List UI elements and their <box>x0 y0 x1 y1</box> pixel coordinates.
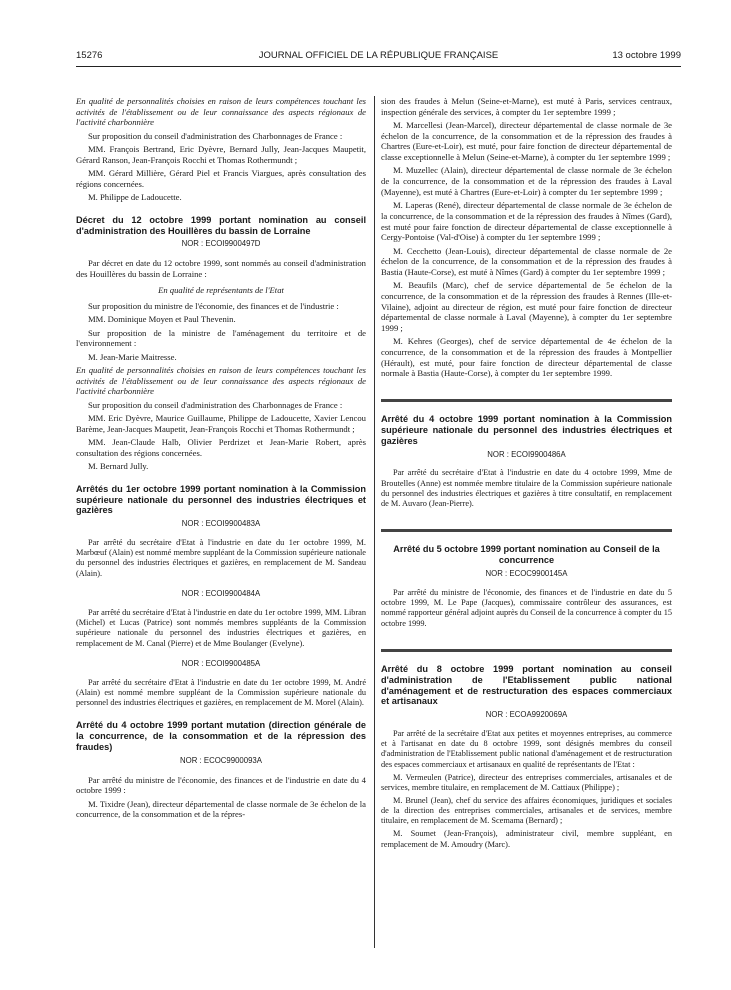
section-subheading: En qualité de représentants de l'Etat <box>158 285 284 296</box>
page-header <box>76 50 681 64</box>
paragraph: Sur proposition de la ministre de l'aménagement du territoire et de l'environnement : <box>76 327 366 349</box>
journal-title: JOURNAL OFFICIEL DE LA RÉPUBLIQUE FRANÇAISE <box>258 50 499 61</box>
paragraph: sion des fraudes à Melun (Seine-et-Marne), est muté à Paris, services centraux, inspection générale des services, à compter du 1er septembre 1999 ; <box>381 96 672 117</box>
paragraph: En qualité de personnalités choisies en raison de leurs compétences touchant les activités de l'établissement ou de leur connaissance des aspects régionaux de l'activité charbonnière <box>76 96 366 128</box>
paragraph: MM. Jean-Claude Halb, Olivier Perdrizet et Jean-Marie Robert, après consultation des régions concernées. <box>76 437 366 458</box>
article-title: Arrêtés du 1er octobre 1999 portant nomination à la Commission supérieure nationale du personnel des industries électriques et gazières <box>76 483 366 516</box>
paragraph: M. Brunel (Jean), chef du service des affaires économiques, juridiques et sociales de la direction des entreprises commerciales, artisanales et de services, membre titulaire, en remplacement de M. Scemama (Bernard) ; <box>381 795 672 826</box>
left-column <box>76 96 366 823</box>
issue-date: 13 octobre 1999 <box>612 50 681 61</box>
paragraph: M. Jean-Marie Maitresse. <box>88 351 177 362</box>
nor-reference: NOR : ECOA9920069A <box>485 710 568 720</box>
header-rule <box>76 66 681 67</box>
paragraph: Par décret en date du 12 octobre 1999, sont nommés au conseil d'administration des Houillères du bassin de Lorraine : <box>76 258 366 279</box>
section-rule <box>381 529 672 532</box>
paragraph: MM. Gérard Millière, Gérard Piel et Francis Viargues, après consultation des régions concernées. <box>76 168 366 189</box>
article-title: Arrêté du 8 octobre 1999 portant nomination au conseil d'administration de l'Etablissement public national d'aménagement et de restructuration des espaces commerciaux et artisanaux <box>381 663 672 707</box>
article-title: Décret du 12 octobre 1999 portant nomination au conseil d'administration des Houillères du bassin de Lorraine <box>76 214 366 236</box>
paragraph: Par arrêté du secrétaire d'Etat à l'industrie en date du 4 octobre 1999, Mme de Broutelles (Anne) est nommée membre titulaire de la Commission supérieure nationale du personnel des industries électriques et gazières à titre consultatif, en remplacement de M. Auvaro (Jean-Pierre). <box>381 468 672 509</box>
right-column <box>381 96 672 852</box>
paragraph: M. Tixidre (Jean), directeur départemental de classe normale de 3e échelon de la concurrence, de la consommation et de la répres- <box>76 798 366 820</box>
nor-reference: NOR : ECOI9900485A <box>181 658 261 668</box>
paragraph: Par arrêté du ministre de l'économie, des finances et de l'industrie en date du 5 octobre 1999, M. Le Pape (Jacques), commissaire contrôleur des assurances, est nommé rapporteur général adjoint auprès du Conseil de la concurrence à compter du 15 octobre 1999. <box>381 587 672 628</box>
nor-reference: NOR : ECOC9900093A <box>180 755 262 765</box>
column-divider <box>374 96 375 948</box>
paragraph: MM. François Bertrand, Eric Dyèvre, Bernard Jully, Jean-Jacques Maupetit, Gérard Ranson, Jean-François Rocchi et Thomas Rothermundt ; <box>76 144 366 165</box>
paragraph: Sur proposition du conseil d'administration des Charbonnages de France : <box>88 399 343 410</box>
paragraph: M. Bernard Jully. <box>88 461 149 471</box>
paragraph: Par arrêté du ministre de l'économie, des finances et de l'industrie en date du 4 octobre 1999 : <box>76 774 366 796</box>
paragraph: Sur proposition du conseil d'administration des Charbonnages de France : <box>88 130 343 141</box>
paragraph: MM. Dominique Moyen et Paul Thevenin. <box>88 314 236 325</box>
paragraph: M. Laperas (René), directeur départemental de classe normale de 3e échelon de la concurrence, de la consommation et de la répression des fraudes à Nîmes (Gard), est muté pour faire fonction de directeur départemental de classe exceptionnelle à Cergy-Pontoise (Val-d'Oise) à compter du 1er septembre 1999 ; <box>381 200 672 243</box>
nor-reference: NOR : ECOI9900497D <box>181 239 261 249</box>
section-rule <box>381 399 672 402</box>
paragraph: Par arrêté de la secrétaire d'Etat aux petites et moyennes entreprises, au commerce et à l'artisanat en date du 8 octobre 1999, sont désignés membres du conseil d'administration de l'Etablissement public national d'aménagement et de restructuration des espaces commerciaux et artisanaux en qualité de représentants de l'Etat : <box>381 728 672 769</box>
article-title: Arrêté du 4 octobre 1999 portant mutation (direction générale de la concurrence, de la consommation et de la répression des fraudes) <box>76 720 366 753</box>
paragraph: M. Muzellec (Alain), directeur départemental de classe normale de 3e échelon de la concurrence, de la consommation et de la répression des fraudes à Laval (Mayenne), est muté à Chartres (Eure-et-Loir) à compter du 1er septembre 1999 ; <box>381 165 672 197</box>
paragraph: M. Marcellesi (Jean-Marcel), directeur départemental de classe normale de 3e échelon de la concurrence, de la consommation et de la répression des fraudes à Chartres (Eure-et-Loir), est muté, pour faire fonction de directeur départemental de classe exceptionnelle à Melun (Seine-et-Marne), à compter du 1er septembre 1999 ; <box>381 120 672 163</box>
paragraph: Par arrêté du secrétaire d'Etat à l'industrie en date du 1er octobre 1999, MM. Libran (Michel) et Lucas (Patrice) sont nommés membres suppléants de la Commission supérieure nationale du personnel des industries électriques et gazières, en remplacement de M. Canal (Pierre) et de Mme Boulanger (Evelyne). <box>76 607 366 648</box>
section-rule <box>381 649 672 652</box>
paragraph: MM. Eric Dyèvre, Maurice Guillaume, Philippe de Ladoucette, Xavier Lencou Barème, Jean-Jacques Maupetit, Jean-François Rocchi et Thomas Rothermundt ; <box>76 413 366 434</box>
nor-reference: NOR : ECOI9900484A <box>181 588 261 598</box>
paragraph: Par arrêté du secrétaire d'Etat à l'industrie en date du 1er octobre 1999, M. André (Alain) est nommé membre suppléant de la Commission supérieure nationale du personnel des industries électriques et gazières, en remplacement de M. Morel (Alain). <box>76 677 366 708</box>
page-number: 15276 <box>76 50 103 61</box>
nor-reference: NOR : ECOI9900483A <box>181 519 261 529</box>
paragraph: En qualité de personnalités choisies en raison de leurs compétences touchant les activités de l'établissement ou de leur connaissance des aspects régionaux de l'activité charbonnière <box>76 365 366 397</box>
paragraph: M. Vermeulen (Patrice), directeur des entreprises commerciales, artisanales et de services, membre titulaire, en remplacement de M. Cattiaux (Philippe) ; <box>381 772 672 792</box>
nor-reference: NOR : ECOI9900486A <box>487 449 566 459</box>
paragraph: M. Beaufils (Marc), chef de service départemental de 5e échelon de la concurrence, de la consommation et de la répression des fraudes à Rennes (Ille-et-Vilaine), adjoint au directeur de région, est muté pour faire fonction de directeur départemental de classe normale à Laval (Mayenne), à compter du 1er septembre 1999 ; <box>381 280 672 334</box>
nor-reference: NOR : ECOC9900145A <box>485 569 568 579</box>
paragraph: M. Cecchetto (Jean-Louis), directeur départemental de classe normale de 2e échelon de la concurrence, de la consommation et de la répression des fraudes à Bastia (Haute-Corse), est muté à Nîmes (Gard) à compter du 1er septembre 1999 ; <box>381 245 672 277</box>
article-title: Arrêté du 5 octobre 1999 portant nomination au Conseil de la concurrence <box>393 544 660 566</box>
paragraph: M. Kehres (Georges), chef de service départemental de 4e échelon de la concurrence, de la consommation et de la répression des fraudes à Montpellier (Hérault), est muté, pour faire fonction de directeur départemental de classe normale à Bastia (Haute-Corse), à compter du 1er septembre 1999. <box>381 336 672 379</box>
paragraph: M. Philippe de Ladoucette. <box>88 192 182 202</box>
paragraph: Sur proposition du ministre de l'économie, des finances et de l'industrie : <box>88 301 339 312</box>
paragraph: M. Soumet (Jean-François), administrateur civil, membre suppléant, en remplacement de M. Amoudry (Marc). <box>381 829 672 849</box>
paragraph: Par arrêté du secrétaire d'Etat à l'industrie en date du 1er octobre 1999, M. Marbœuf (Alain) est nommé membre suppléant de la Commission supérieure nationale du personnel des industries électriques et gazières, en remplacement de M. Sandeau (Alain). <box>76 537 366 578</box>
article-title: Arrêté du 4 octobre 1999 portant nomination à la Commission supérieure nationale du personnel des industries électriques et gazières <box>381 414 672 446</box>
